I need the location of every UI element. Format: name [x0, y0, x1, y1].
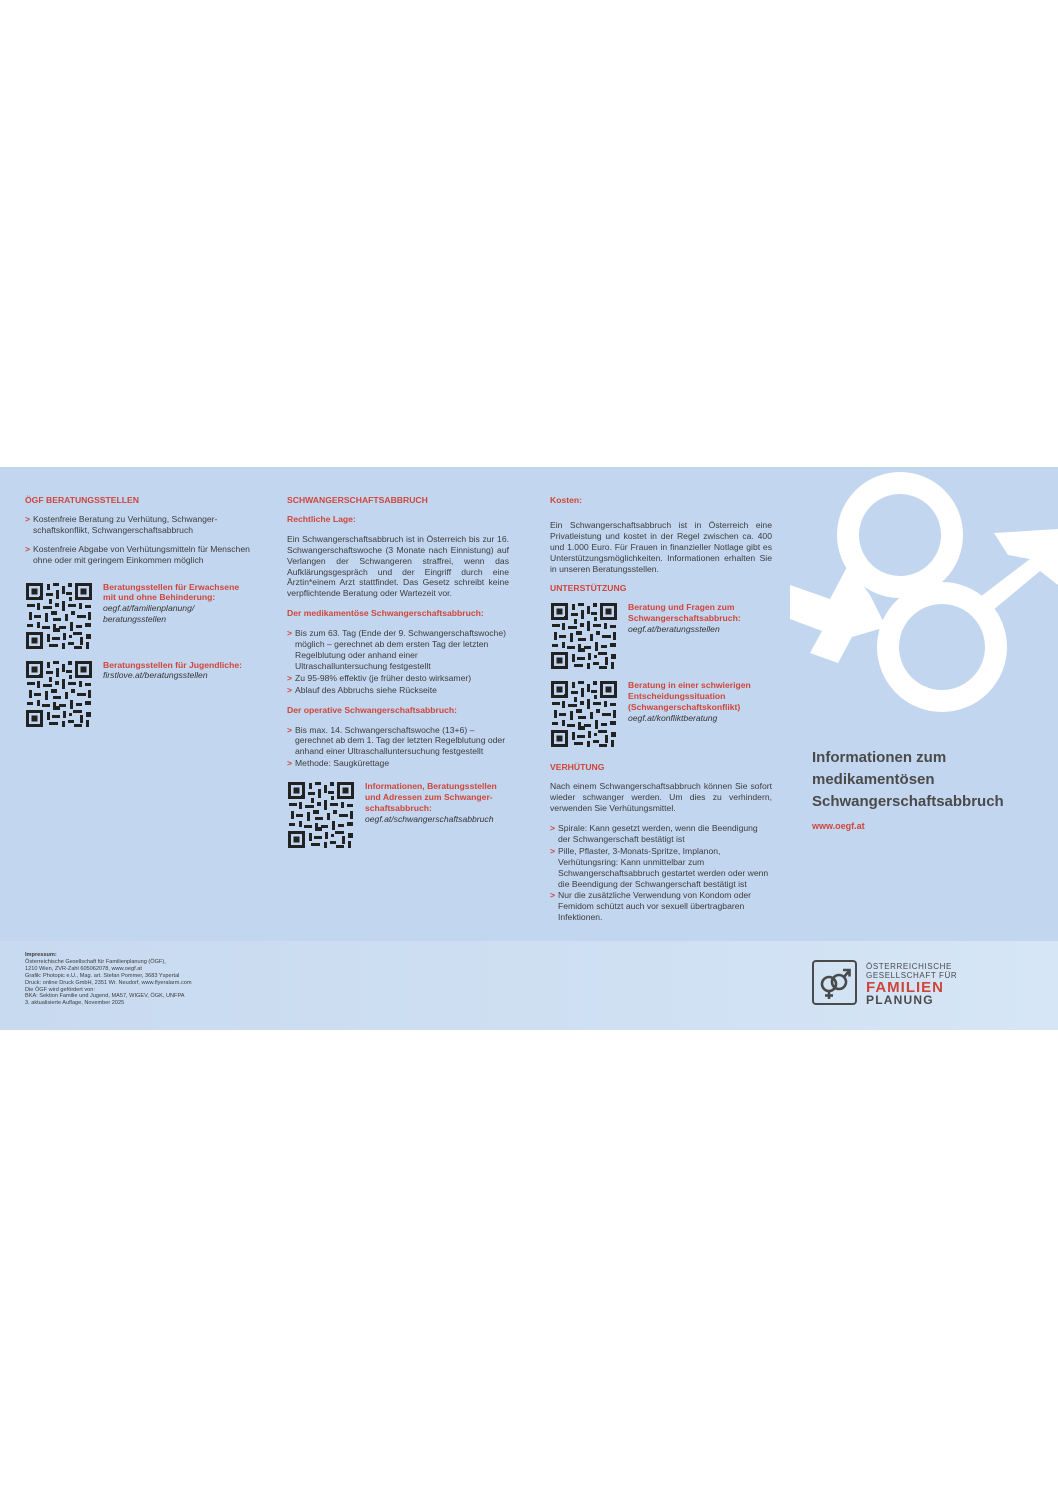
qr-code-icon[interactable]: [287, 781, 355, 849]
heading-rechtliche-lage: Rechtliche Lage:: [287, 513, 356, 524]
logo-text-line1: ÖSTERREICHISCHE: [866, 962, 952, 971]
qr-label-abbruch: Informationen, Beratungsstellen und Adressen zum Schwanger-schaftsabbruch:: [365, 781, 497, 813]
qr-label-konflikt: Beratung in einer schwierigen Entscheidungssituation (Schwangerschaftskonflikt): [628, 680, 751, 713]
list-medikamentoes: [287, 628, 509, 695]
qr-label-adults: Beratungsstellen für Erwachsene mit und ohne Behinderung:: [103, 581, 240, 603]
list-item: > Kostenfreie Beratung zu Verhütung, Schwanger-schaftskonflikt, Schwangerschaftsabbruch: [25, 513, 218, 535]
cover-title: Informationen zum medikamentösen Schwangerschaftsabbruch: [812, 749, 1004, 810]
heading-oegf-beratungsstellen: ÖGF BERATUNGSSTELLEN: [25, 495, 139, 505]
list-item: > Nur die zusätzliche Verwendung von Kondom oder Femidom schützt auch vor sexuell übertragbaren Infektionen.: [550, 890, 751, 923]
impressum: Impressum: Österreichische Gesellschaft für Familienplanung (ÖGF), 1210 Wien, ZVR-Zahl 605062078, www.oegf.at Grafik: Photopic e.U., Mag. art. Stefan Pommer, 3683 Yspertal Druck: online Druck GmbH, 2351 Wr. Neudorf, www.flyeralarm.com Die ÖGF wird gefördert von: BKA: Sektion Familie und Jugend, MA57, WIGEV, ÖGK, UNFPA 3. aktualisierte Auflage, November 2025: [25, 952, 192, 1007]
list-item: > Bis max. 14. Schwangerschaftswoche (13+6) – gerechnet ab dem 1. Tag der letzten Regelblutung oder anhand einer Ultraschalluntersuchung festgestellt: [287, 724, 506, 757]
list-item: > Zu 95-98% effektiv (je früher desto wirksamer): [287, 672, 472, 683]
chevron-right-icon: >: [287, 672, 293, 683]
list-item: > Spirale: Kann gesetzt werden, wenn die Beendigung der Schwangerschaft bestätigt ist: [550, 822, 758, 844]
heading-schwangerschaftsabbruch: SCHWANGERSCHAFTSABBRUCH: [287, 495, 428, 505]
heading-medikamentoes: Der medikamentöse Schwangerschaftsabbruch:: [287, 608, 484, 619]
oegf-logo: [812, 960, 1012, 1008]
text-kosten: Ein Schwangerschaftsabbruch ist in Österreich eine Privatleistung und kostet in der Regel zwischen ca. 400 und 1.000 Euro. Für Frauen in finanzieller Notlage gibt es Unterstützungsmöglichkeiten. Informationen erhalten Sie in unseren Beratungsstellen.: [550, 519, 772, 574]
qr-code-icon[interactable]: [550, 680, 618, 748]
chevron-right-icon: >: [287, 684, 293, 695]
qr-row-beratung: [550, 602, 772, 670]
flyer-panel: [0, 467, 1058, 1030]
link-konfliktberatung[interactable]: oegf.at/konfliktberatung: [628, 713, 718, 724]
text-verhuetung: Nach einem Schwangerschaftsabbruch können Sie sofort wieder schwanger werden. Um dies zu verhindern, verwenden Sie Verhütungsmittel.: [550, 781, 772, 814]
chevron-right-icon: >: [287, 758, 293, 769]
gender-symbol-icon: [790, 467, 1058, 732]
chevron-right-icon: >: [550, 890, 556, 901]
list-operativ: [287, 725, 509, 770]
qr-row-abbruch: [287, 781, 509, 849]
cover-url-link[interactable]: www.oegf.at: [812, 821, 865, 831]
logo-text-familien: FAMILIEN: [866, 979, 944, 996]
qr-label-youth: Beratungsstellen für Jugendliche:: [103, 659, 242, 670]
qr-row-youth: [25, 660, 250, 728]
column-beratungsstellen: [25, 495, 250, 738]
list-verhuetung: [550, 823, 772, 923]
heading-kosten: Kosten:: [550, 495, 582, 505]
heading-verhuetung: VERHÜTUNG: [550, 762, 605, 773]
link-firstlove[interactable]: firstlove.at/beratungsstellen: [103, 670, 208, 681]
logo-text-planung: PLANUNG: [866, 993, 934, 1007]
heading-unterstuetzung: UNTERSTÜTZUNG: [550, 583, 627, 594]
heading-operativ: Der operative Schwangerschaftsabbruch:: [287, 704, 458, 715]
qr-code-icon[interactable]: [25, 660, 93, 728]
list-item: > Kostenfreie Abgabe von Verhütungsmitteln für Menschen ohne oder mit geringem Einkommen möglich: [25, 543, 250, 565]
chevron-right-icon: >: [25, 543, 31, 554]
list-item: > Ablauf des Abbruchs siehe Rückseite: [287, 684, 437, 695]
list-services: [25, 514, 250, 566]
qr-code-icon[interactable]: [25, 582, 93, 650]
chevron-right-icon: >: [287, 724, 293, 735]
qr-row-adults: [25, 582, 250, 650]
column-kosten: [550, 495, 772, 932]
link-familienplanung[interactable]: oegf.at/familienplanung/ beratungsstellen: [103, 603, 195, 625]
link-beratungsstellen[interactable]: oegf.at/beratungsstellen: [628, 624, 720, 635]
logo-text-line2: GESELLSCHAFT FÜR: [866, 971, 958, 980]
link-schwangerschaftsabbruch[interactable]: oegf.at/schwangerschaftsabbruch: [365, 813, 494, 824]
list-item: > Pille, Pflaster, 3-Monats-Spritze, Implanon, Verhütungsring: Kann unmittelbar zum Schwangerschaftsabbruch gestartet werden oder wenn die Beendigung der Schwangerschaft bestätigt ist: [550, 845, 769, 889]
qr-code-icon[interactable]: [550, 602, 618, 670]
chevron-right-icon: >: [550, 822, 556, 833]
qr-row-konflikt: [550, 680, 772, 748]
list-item: > Methode: Saugkürettage: [287, 758, 390, 769]
text-rechtliche-lage: Ein Schwangerschaftsabbruch ist in Österreich bis zur 16. Schwangerschaftswoche (3 Monate nach Einnistung) auf Verlangen der Schwangeren straffrei, wenn das Aufklärungsgespräch und der Eingriff durch eine Ärztin*einem Arzt stattfindet. Das Gesetz schreibt keine verpflichtende Beratung oder Wartezeit vor.: [287, 533, 509, 599]
chevron-right-icon: >: [25, 513, 31, 524]
gender-symbol-logo-icon: [814, 962, 855, 1003]
logo-box: [812, 960, 857, 1005]
column-schwangerschaftsabbruch: [287, 495, 509, 859]
qr-label-beratung: Beratung und Fragen zum Schwangerschaftsabbruch:: [628, 602, 741, 624]
chevron-right-icon: >: [287, 628, 293, 639]
chevron-right-icon: >: [550, 845, 556, 856]
list-item: > Bis zum 63. Tag (Ende der 9. Schwangerschaftswoche) möglich – gerechnet ab dem ersten Tag der letzten Regelblutung oder anhand einer Ultraschalluntersuchung festgestellt: [287, 628, 506, 671]
